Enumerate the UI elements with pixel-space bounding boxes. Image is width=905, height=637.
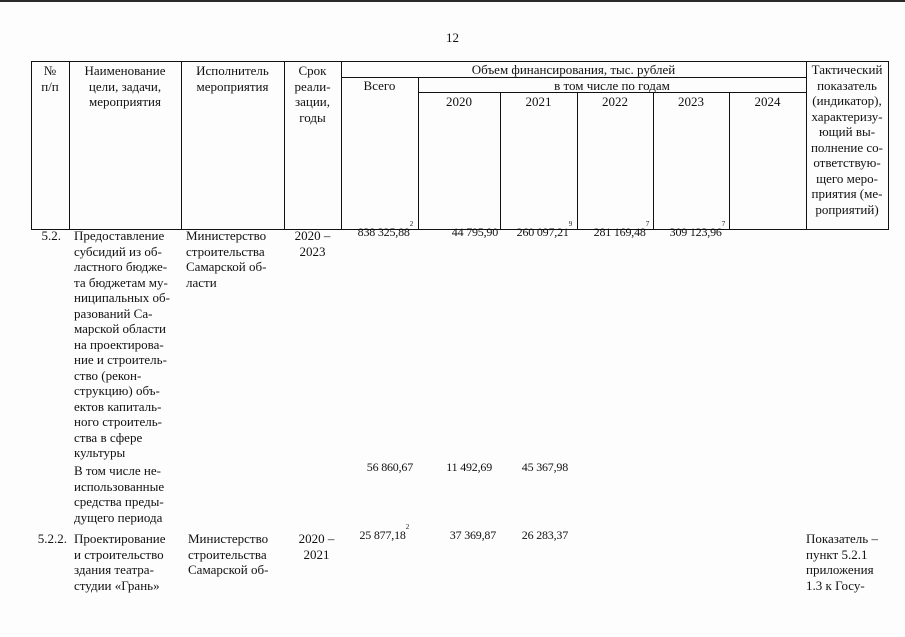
header-year-2022: 2022 (602, 94, 628, 109)
row-unused-funds-name: В том числе не- использованные средства преды- дущего периода (74, 463, 165, 525)
row-5-2-2021: 260 097,21$^9$ (516, 220, 572, 239)
row-5-2-2022: 281 169,48$^7$ (593, 220, 649, 239)
row-unused-funds-2020: 11 492,69 (446, 460, 492, 474)
col-border-7 (577, 92, 578, 229)
header-year-2023: 2023 (678, 94, 704, 109)
row-5-2-2-term: 2020 – 2021 (298, 531, 335, 562)
col-border-6 (500, 92, 501, 229)
scan-edge (0, 0, 905, 2)
row-5-2-executor: Министерство строительства Самарской об- ласти (186, 228, 267, 290)
header-by-years: в том числе по годам (554, 78, 670, 93)
row-5-2-number: 5.2. (41, 228, 61, 243)
header-year-2020: 2020 (446, 94, 472, 109)
row-5-2-name: Предоставление субсидий из об- ластного бюдже- та бюджетам му- ниципальных об- разований Са- марской области на проектирова- ние и строитель- ство (рекон- струкцию) объ- ектов капиталь- ного строитель- ства в сфере культуры (74, 228, 170, 460)
col-border-9 (729, 92, 730, 229)
row-5-2-2-2020: 37 369,87 (449, 528, 496, 542)
header-indicator: Тактический показатель (индикатор), характеризу- ющий вы- полнение со- ответствую- щего меро- приятия (ме- роприятий) (810, 62, 884, 217)
row-5-2-2-2021: 26 283,37 (521, 528, 568, 542)
col-border-8 (653, 92, 654, 229)
row-5-2-total: 838 325,88$^2$ (357, 220, 413, 239)
row-5-2-2-executor: Министерство строительства Самарской об- (188, 531, 269, 577)
row-5-2-2-total: 25 877,18$^2$ (359, 523, 409, 542)
header-year-2021: 2021 (525, 94, 552, 109)
header-term: Срок реали- зации, годы (294, 63, 331, 125)
row-5-2-2-indicator: Показатель – пункт 5.2.1 приложения 1.3 к Госу- (806, 531, 878, 593)
col-border-11 (888, 61, 889, 229)
row-5-2-2-name: Проектирование и строительство здания театра- студии «Грань» (74, 531, 166, 593)
header-financing: Объем финансирования, тыс. рублей (471, 62, 676, 77)
row-5-2-term: 2020 – 2023 (294, 228, 331, 259)
header-total: Всего (363, 78, 396, 93)
header-number: № п/п (41, 63, 59, 94)
row-5-2-2023: 309 123,96$^7$ (669, 220, 725, 239)
header-year-2024: 2024 (754, 94, 781, 109)
row-unused-funds-total: 56 860,67 (366, 460, 413, 474)
header-executor: Исполнитель мероприятия (196, 63, 269, 94)
row-5-2-2020: 44 795,90 (451, 225, 498, 239)
header-name: Наименование цели, задачи, мероприятия (84, 63, 166, 109)
row-unused-funds-2021: 45 367,98 (521, 460, 568, 474)
row-5-2-2-number: 5.2.2. (37, 531, 67, 546)
page-number: 12 (446, 30, 459, 45)
